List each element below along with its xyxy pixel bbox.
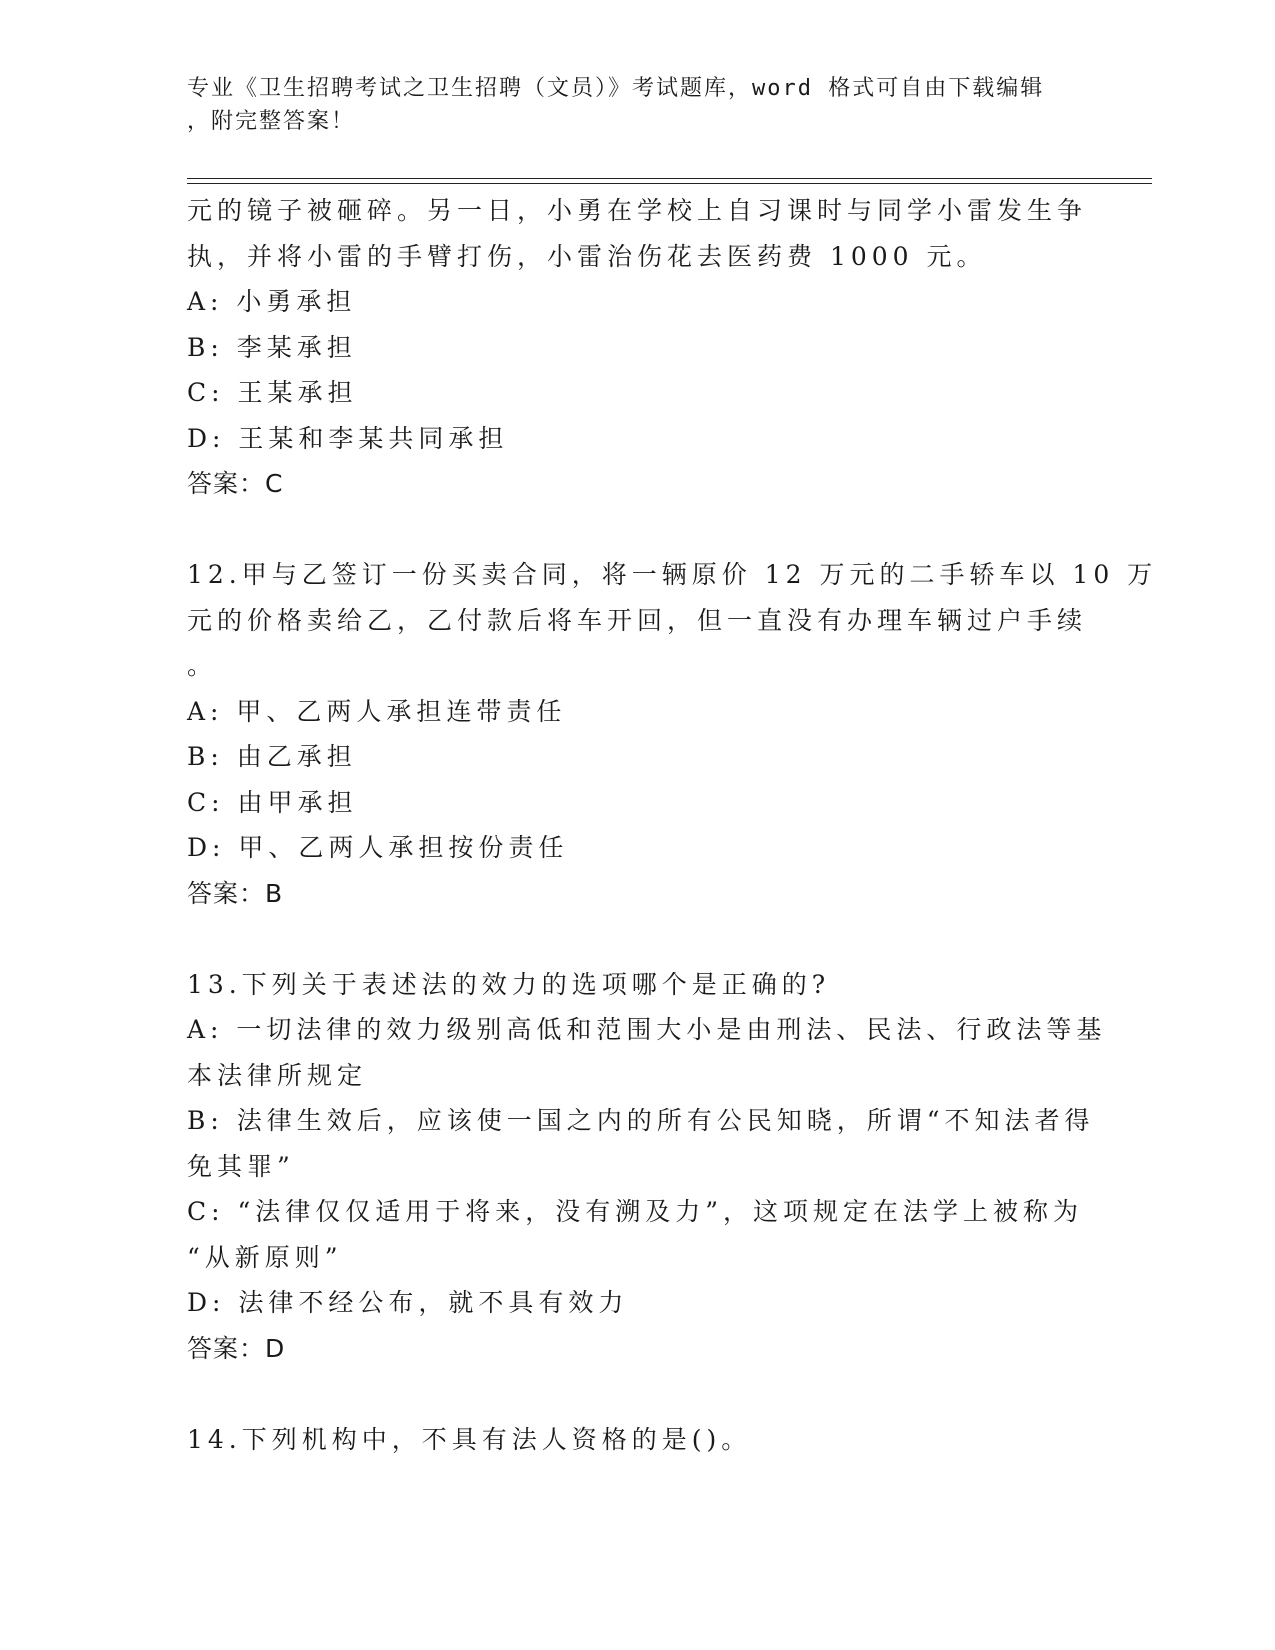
spacer [187,507,1087,553]
option-d: D: 法律不经公布，就不具有效力 [187,1288,629,1317]
question-11 [187,188,1087,507]
option-a: A: 甲、乙两人承担连带责任 [187,696,567,726]
option-b: B: 李某承担 [187,332,357,362]
option-b-continued: 免其罪” [187,1151,295,1181]
question-14 [187,1417,1087,1463]
option-b: B: 法律生效后，应该使一国之内的所有公民知晓，所谓“不知法者得 [187,1106,1095,1135]
option-a: A: 一切法律的效力级别高低和范围大小是由刑法、民法、行政法等基 [187,1015,1107,1044]
answer-line: 答案：D [187,1333,286,1363]
option-d: D: 甲、乙两人承担按份责任 [187,833,569,862]
question-stem-line: 执，并将小雷的手臂打伤，小雷治伤花去医药费 1000 元。 [187,241,987,271]
question-stem-line: 。 [187,651,218,680]
option-b: B: 由乙承担 [187,742,357,771]
spacer [187,1371,1087,1417]
option-c: C: “法律仅仅适用于将来，没有溯及力”，这项规定在法学上被称为 [187,1197,1084,1226]
header-line-1: 专业《卫生招聘考试之卫生招聘（文员）》考试题库，word 格式可自由下载编辑 [187,76,1045,101]
header-divider-bottom [187,183,1152,184]
option-a-continued: 本法律所规定 [187,1060,368,1090]
question-12 [187,552,1158,916]
page-header [187,72,1067,138]
question-stem-line: 元的价格卖给乙，乙付款后将车开回，但一直没有办理车辆过户手续 [187,605,1088,635]
header-divider-top [187,178,1152,179]
answer-line: 答案：C [187,469,284,498]
answer-line: 答案：B [187,878,284,908]
option-c: C: 由甲承担 [187,787,358,817]
document-body [187,188,1158,1462]
option-c: C: 王某承担 [187,378,358,407]
header-line-2: ，附完整答案！ [187,109,356,134]
spacer [187,916,1087,962]
option-c-continued: “从新原则” [187,1242,343,1272]
option-d: D: 王某和李某共同承担 [187,423,509,453]
question-13 [187,962,1107,1372]
question-stem-line: 元的镜子被砸碎。另一日，小勇在学校上自习课时与同学小雷发生争 [187,196,1088,225]
option-a: A: 小勇承担 [187,287,357,316]
question-stem-line: 14.下列机构中，不具有法人资格的是()。 [187,1424,752,1454]
question-stem-line: 12.甲与乙签订一份买卖合同，将一辆原价 12 万元的二手轿车以 10 万 [187,560,1158,589]
question-stem-line: 13.下列关于表述法的效力的选项哪个是正确的? [187,969,831,999]
